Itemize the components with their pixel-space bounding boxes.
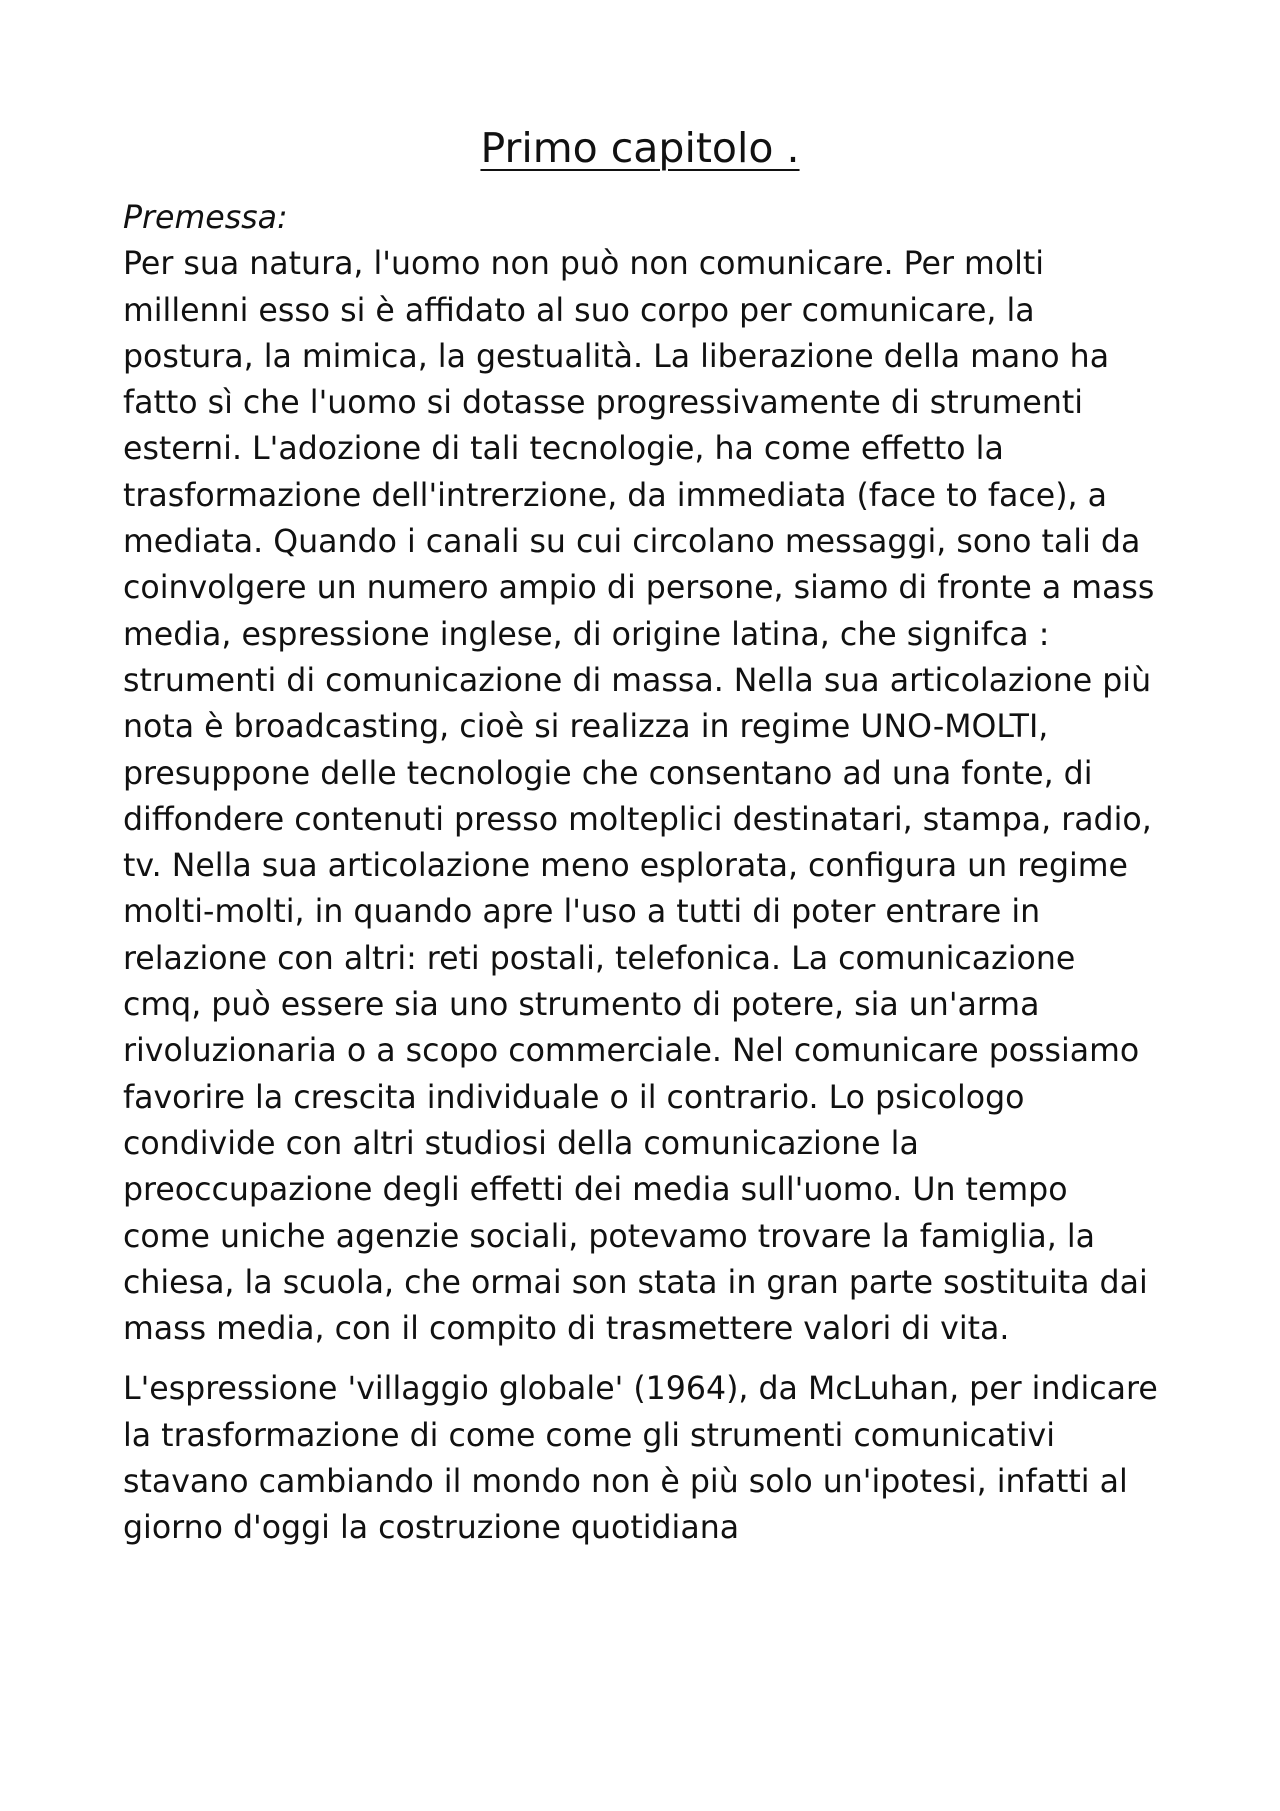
page-title <box>0 118 1280 178</box>
section-label: Premessa: <box>123 200 288 236</box>
paragraph-premessa: Per sua natura, l'uomo non può non comunicare. Per molti millenni esso si è affidato al suo corpo per comunicare, la postura, la mimica, la gestualità. La liberazione della mano ha fatto sì che l'uomo si dotasse progressivamente di strumenti esterni. L'adozione di tali tecnologie, ha come effetto la trasformazione dell'intrerzione, da immediata (face to face), a mediata. Quando i canali su cui circolano messaggi, sono tali da coinvolgere un numero ampio di persone, siamo di fronte a mass media, espressione inglese, di origine latina, che signifca : strumenti di comunicazione di massa. Nella sua articolazione più nota è broadcasting, cioè si realizza in regime UNO-MOLTI, presuppone delle tecnologie che consentano ad una fonte, di diffondere contenuti presso molteplici destinatari, stampa, radio, tv. Nella sua articolazione meno esplorata, configura un regime molti-molti, in quando apre l'uso a tutti di poter entrare in relazione con altri: reti postali, telefonica. La comunicazione cmq, può essere sia uno strumento di potere, sia un'arma rivoluzionaria o a scopo commerciale. Nel comunicare possiamo favorire la crescita individuale o il contrario. Lo psicologo condivide con altri studiosi della comunicazione la preoccupazione degli effetti dei media sull'uomo. Un tempo come uniche agenzie sociali, potevamo trovare la famiglia, la chiesa, la scuola, che ormai son stata in gran parte sostituita dai mass media, con il compito di trasmettere valori di vita. <box>123 246 1155 1348</box>
document-body <box>123 195 1163 1552</box>
page-title-text: Primo capitolo . <box>480 124 800 172</box>
paragraph-villaggio-globale: L'espressione 'villaggio globale' (1964), da McLuhan, per indicare la trasformazione di come come gli strumenti comunicativi stavano cambiando il mondo non è più solo un'ipotesi, infatti al giorno d'oggi la costruzione quotidiana <box>123 1371 1158 1547</box>
